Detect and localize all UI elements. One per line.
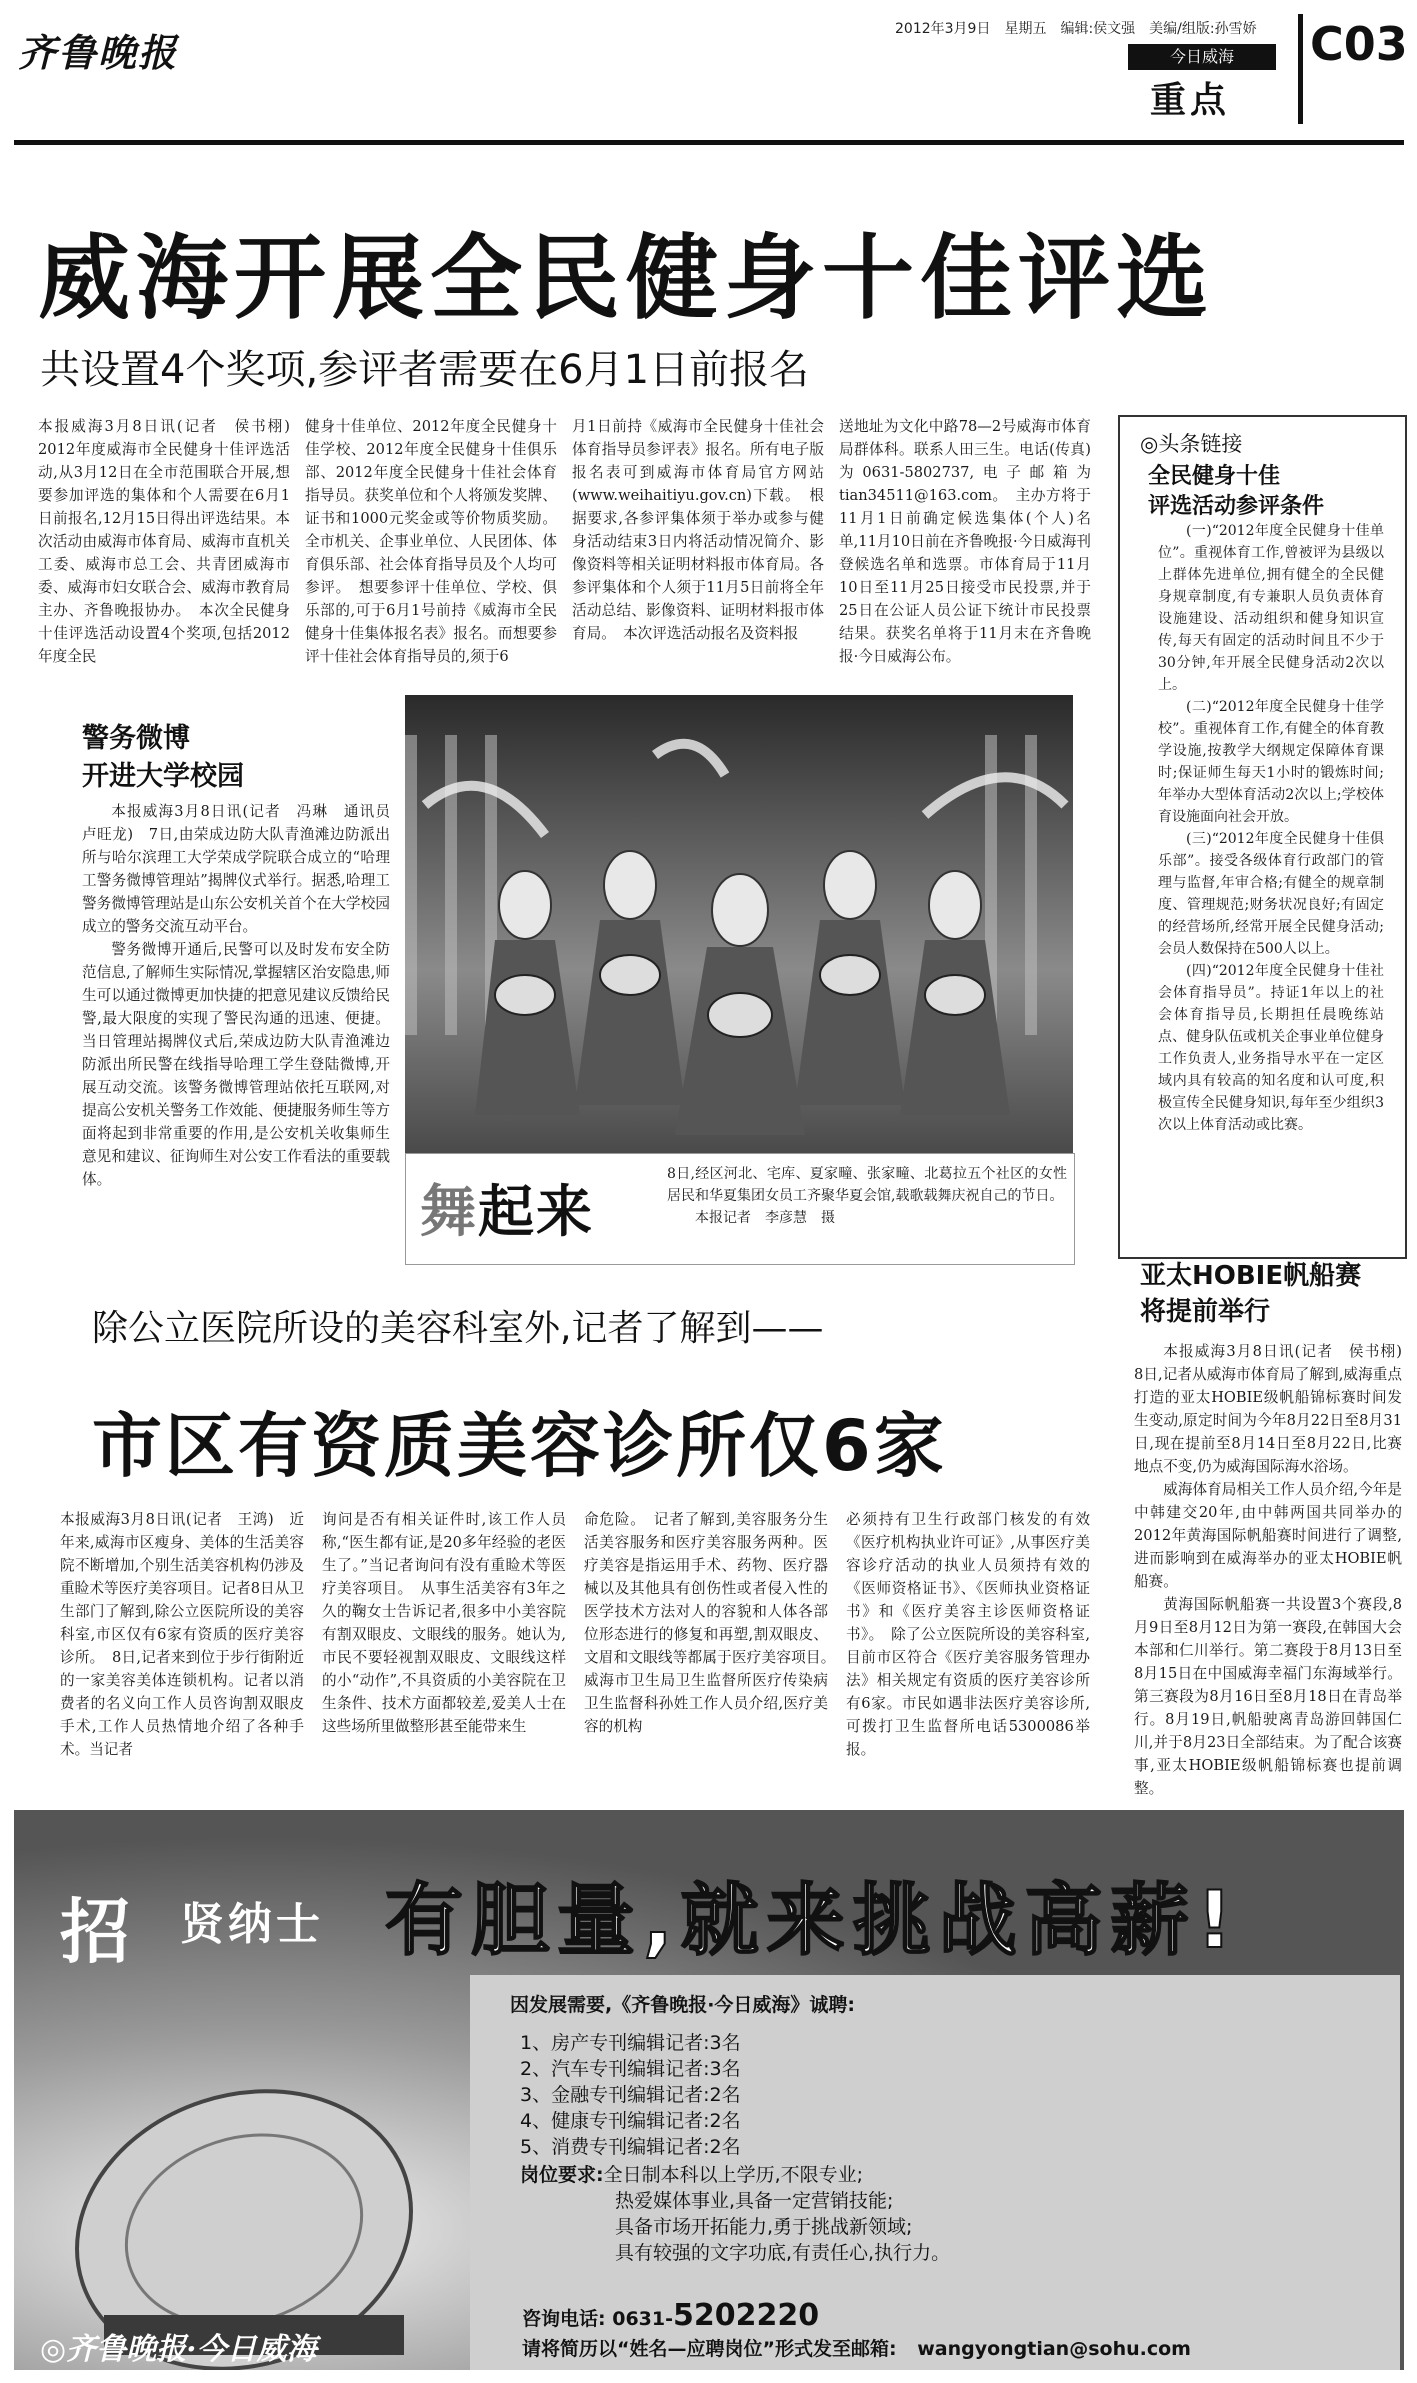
sail-body xyxy=(1134,1340,1417,1800)
ad-zhao-glyph: 招 xyxy=(60,1891,130,1973)
ad-email[interactable]: wangyongtian@sohu.com xyxy=(917,2338,1191,2360)
ad-req-item: 具备市场开拓能力,勇于挑战新领域; xyxy=(615,2216,913,2238)
criteria-item: (四)“2012年度全民健身十佳社会体育指导员”。持证1年以上的社会体育指导员,长期担任晨晚练站点、健身队伍或机关企事业单位健身工作负责人,业务指导水平在一定区域内具有较高的知名度和认可度,积极宣传全民健身知识,每年至少组织3次以上体育活动或比赛。 xyxy=(1158,963,1384,1133)
lead-col-3 xyxy=(572,415,824,645)
ad-phone-area: 0631- xyxy=(612,2308,674,2330)
ad-position: 4、健康专刊编辑记者:2名 xyxy=(520,2110,741,2132)
ad-position: 1、房产专刊编辑记者:3名 xyxy=(520,2032,741,2054)
sidebar-kicker: ◎头条链接 xyxy=(1140,432,1243,456)
beauty-col-4 xyxy=(846,1508,1090,1761)
sail-para: 威海体育局相关工作人员介绍,今年是中韩建交20年,由中韩两国共同举办的2012年黄海国际帆船赛时间进行了调整,进而影响到在威海举办的亚太HOBIE帆船赛。 xyxy=(1134,1481,1402,1590)
section-tag: 今日威海 xyxy=(1128,44,1276,70)
criteria-item: (三)“2012年度全民健身十佳俱乐部”。接受各级体育行政部门的管理与监督,年审合格;有健全的规章制度、管理规范;财务状况良好;有固定的经营场所,经常开展全民健身活动;会员人数保持在500人以上。 xyxy=(1158,831,1384,957)
sail-para: 本报威海3月8日讯(记者 侯书栩) 8日,记者从威海市体育局了解到,威海重点打造的亚太HOBIE级帆船锦标赛时间发生变动,原定时间为今年8月22日至8月31日,现在提前至8月14日至8月22日,比赛地点不变,仍为威海国际海水浴场。 xyxy=(1134,1343,1417,1475)
beauty-col-3 xyxy=(584,1508,843,1738)
lead-col-text: 本报威海3月8日讯(记者 侯书栩) 2012年度威海市全民健身十佳评选活动,从3月12日在全市范围联合开展,想要参加评选的集体和个人需要在6月1日前报名,12月15日得出评选结果。本次活动由威海市体育局、威海市直机关工委、威海市总工会、共青团威海市委、威海市妇女联合会、威海市教育局主办、齐鲁晚报协办。 本次全民健身十佳评选活动设置4个奖项,包括2012年度全民 xyxy=(38,418,305,665)
page-no-divider xyxy=(1298,14,1303,124)
sidebar-body xyxy=(1158,520,1384,1136)
beauty-col-text: 询问是否有相关证件时,该工作人员称,“医生都有证,是20多年经验的老医生了。”当记者询问有没有重睑术等医疗美容项目。 从事生活美容有3年之久的鞠女士告诉记者,很多中小美容院有割双眼皮、文眼线的服务。她认为,市民不要轻视割双眼皮、文眼线这样的小“动作”,不具资质的小美容院在卫生条件、技术方面都较差,爱美人士在这些场所里做整形甚至能带来生 xyxy=(322,1511,566,1735)
ad-req-label: 岗位要求: xyxy=(520,2164,604,2186)
ad-position-list xyxy=(520,2030,741,2160)
ad-position: 5、消费专刊编辑记者:2名 xyxy=(520,2136,741,2158)
criteria-item: (二)“2012年度全民健身十佳学校”。重视体育工作,有健全的体育教学设施,按教学大纲规定保障体育课时;保证师生每天1小时的锻炼时间;年举办大型体育活动2次以上;学校体育设施面向社会开放。 xyxy=(1158,699,1384,825)
ad-send-instructions xyxy=(522,2334,1191,2361)
sail-headline-line: 将提前举行 xyxy=(1140,1297,1271,1327)
dance-photo-image xyxy=(405,695,1073,1153)
photo-title xyxy=(420,1168,594,1248)
ad-phone-label: 咨询电话: xyxy=(522,2308,606,2330)
issue-meta: 2012年3月9日 星期五 编辑:侯文强 美编/组版:孙雪娇 xyxy=(895,21,1257,37)
lead-col-1 xyxy=(38,415,305,668)
ad-phone-number: 5202220 xyxy=(673,2298,820,2333)
sail-headline xyxy=(1140,1258,1361,1330)
police-para: 本报威海3月8日讯(记者 冯琳 通讯员 卢旺龙) 7日,由荣成边防大队青渔滩边防派出所与哈尔滨理工大学荣成学院联合成立的“哈理工警务微博管理站”揭牌仪式举行。据悉,哈理工警务微博管理站是山东公安机关首个在大学校园成立的警务交流互动平台。 xyxy=(82,803,405,935)
lead-col-2 xyxy=(305,415,557,668)
ad-brand-logo: ◎齐鲁晚报·今日威海 xyxy=(40,2332,317,2367)
lead-col-text: 送地址为文化中路78—2号威海市体育局群体科。联系人田三生。电话(传真)为0631-5802737,电子邮箱为tian34511@163.com。 主办方将于11月1日前确定候选集体(个人)名单,11月10日前在齐鲁晚报·今日威海刊登候选名单和选票。市体育局于11月10日至11月25日接受市民投票,并于25日在公证人员公证下统计市民投票结果。获奖名单将于11月末在齐鲁晚报·今日威海公布。 xyxy=(839,418,1091,665)
sidebar-title xyxy=(1148,462,1324,522)
sidebar-title-line: 全民健身十佳 xyxy=(1148,464,1281,489)
ad-phone xyxy=(522,2298,819,2333)
sail-para: 黄海国际帆船赛一共设置3个赛段,8月9日至8月12日为第一赛段,在韩国大会本部和仁川举行。第二赛段于8月13日至8月15日在中国威海幸福门东海域举行。第三赛段为8月16日至8月18日在青岛举行。8月19日,帆船驶离青岛游回韩国仁川,并于8月23日全部结束。为了配合该赛事,亚太HOBIE级帆船锦标赛也提前调整。 xyxy=(1134,1596,1402,1797)
photo-credit: 本报记者 李彦慧 摄 xyxy=(695,1210,835,1226)
ad-xianshi: 贤纳士 xyxy=(180,1899,324,1950)
beauty-col-text: 命危险。 记者了解到,美容服务分生活美容服务和医疗美容服务两种。医疗美容是指运用手术、药物、医疗器械以及其他具有创伤性或者侵入性的医学技术方法对人的容貌和人体各部位形态进行的修复和再塑,割双眼皮、文眉和文眼线等都属于医疗美容项目。 威海市卫生局卫生监督所医疗传染病卫生监督科孙姓工作人员介绍,医疗美容的机构 xyxy=(584,1511,843,1735)
criteria-item: (一)“2012年度全民健身十佳单位”。重视体育工作,曾被评为县级以上群体先进单位,拥有健全的全民健身规章制度,有专兼职人员负责体育设施建设、活动组织和健身知识宣传,每天有固定的活动时间且不少于30分钟,年开展全民健身活动2次以上。 xyxy=(1158,523,1384,693)
police-body xyxy=(82,800,405,1191)
photo-title-accent: 舞 xyxy=(420,1180,478,1245)
sidebar-title-line: 评选活动参评条件 xyxy=(1148,494,1325,519)
lead-headline: 威海开展全民健身十佳评选 xyxy=(38,225,1215,332)
sail-headline-line: 亚太HOBIE帆船赛 xyxy=(1140,1261,1362,1291)
ad-req-item: 热爱媒体事业,具备一定营销技能; xyxy=(615,2190,894,2212)
ad-req-item: 具有较强的文字功底,有责任心,执行力。 xyxy=(615,2242,951,2264)
ad-slogan: 有胆量,就来挑战高薪! xyxy=(385,1876,1241,1966)
photo-caption xyxy=(667,1163,1067,1229)
photo-title-rest: 起来 xyxy=(478,1180,594,1245)
ad-req-item: 全日制本科以上学历,不限专业; xyxy=(603,2164,864,2186)
dance-photo xyxy=(405,695,1073,1153)
lead-subhead: 共设置4个奖项,参评者需要在6月1日前报名 xyxy=(40,347,810,393)
beauty-col-text: 本报威海3月8日讯(记者 王鸿) 近年来,威海市区瘦身、美体的生活美容院不断增加,个别生活美容机构仍涉及重睑术等医疗美容项目。记者8日从卫生部门了解到,除公立医院所设的美容科室,市区仅有6家有资质的医疗美容诊所。 8日,记者来到位于步行街附近的一家美容美体连锁机构。记者以消费者的名义向工作人员咨询割双眼皮手术,工作人员热情地介绍了各种手术。当记者 xyxy=(60,1511,304,1758)
ad-position: 3、金融专刊编辑记者:2名 xyxy=(520,2084,741,2106)
ad-position: 2、汽车专刊编辑记者:3名 xyxy=(520,2058,741,2080)
top-rule xyxy=(14,140,1404,145)
newspaper-logo: 齐鲁晚报 xyxy=(18,30,179,75)
beauty-headline: 市区有资质美容诊所仅6家 xyxy=(92,1405,947,1487)
page-number: C03 xyxy=(1310,17,1408,71)
ad-send-text: 请将简历以“姓名—应聘岗位”形式发至邮箱: xyxy=(522,2338,897,2360)
section-name: 重点 xyxy=(1150,80,1231,121)
beauty-col-1 xyxy=(60,1508,304,1761)
beauty-col-2 xyxy=(322,1508,566,1738)
police-headline-line: 警务微博 xyxy=(82,723,190,754)
lead-col-4 xyxy=(839,415,1091,668)
police-para: 警务微博开通后,民警可以及时发布安全防范信息,了解师生实际情况,掌握辖区治安隐患,师生可以通过微博更加快捷的把意见建议反馈给民警,最大限度的实现了警民沟通的迅速、便捷。当日管理站揭牌仪式后,荣成边防大队青渔滩边防派出所民警在线指导哈理工学生登陆微博,开展互动交流。该警务微博管理站依托互联网,对提高公安机关警务工作效能、便捷服务师生等方面将起到非常重要的作用,是公安机关收集师生意见和建议、征询师生对公安工作看法的重要载体。 xyxy=(82,941,390,1188)
photo-caption-text: 8日,经区河北、宅库、夏家疃、张家疃、北葛拉五个社区的女性居民和华夏集团女员工齐聚华夏会馆,载歌载舞庆祝自己的节日。 xyxy=(667,1166,1067,1204)
police-headline-line: 开进大学校园 xyxy=(82,761,244,792)
lead-col-text: 健身十佳单位、2012年度全民健身十佳学校、2012年度全民健身十佳俱乐部、2012年度全民健身十佳社会体育指导员。获奖单位和个人将颁发奖牌、证书和1000元奖金或等价物质奖励。全市机关、企事业单位、人民团体、体育俱乐部、社会体育指导员及个人均可参评。 想要参评十佳单位、学校、俱乐部的,可于6月1号前持《威海市全民健身十佳集体报名表》报名。而想要参评十佳社会体育指导员的,须于6 xyxy=(305,418,557,665)
lead-col-text: 月1日前持《威海市全民健身十佳社会体育指导员参评表》报名。所有电子版报名表可到威海市体育局官方网站(www.weihaitiyu.gov.cn)下载。 根据要求,各参评集体须于举办或参与健身活动结束3日内将活动情况简介、影像资料等相关证明材料报市体育局。各参评集体和个人须于11月5日前将全年活动总结、影像资料、证明材料报市体育局。 本次评选活动报名及资料报 xyxy=(572,418,824,642)
beauty-kicker: 除公立医院所设的美容科室外,记者了解到—— xyxy=(92,1308,824,1349)
ad-requirements xyxy=(520,2162,950,2266)
beauty-col-text: 必须持有卫生行政部门核发的有效《医疗机构执业许可证》,从事医疗美容诊疗活动的执业人员须持有效的《医师资格证书》、《医师执业资格证书》和《医疗美容主诊医师资格证书》。 除了公立医院所设的美容科室,目前市区符合《医疗美容服务管理办法》相关规定有资质的医疗美容诊所有6家。市民如遇非法医疗美容诊所,可拨打卫生监督所电话5300086举报。 xyxy=(846,1511,1090,1758)
police-headline xyxy=(82,720,244,796)
ad-intro: 因发展需要,《齐鲁晚报·今日威海》诚聘: xyxy=(510,1994,856,2016)
